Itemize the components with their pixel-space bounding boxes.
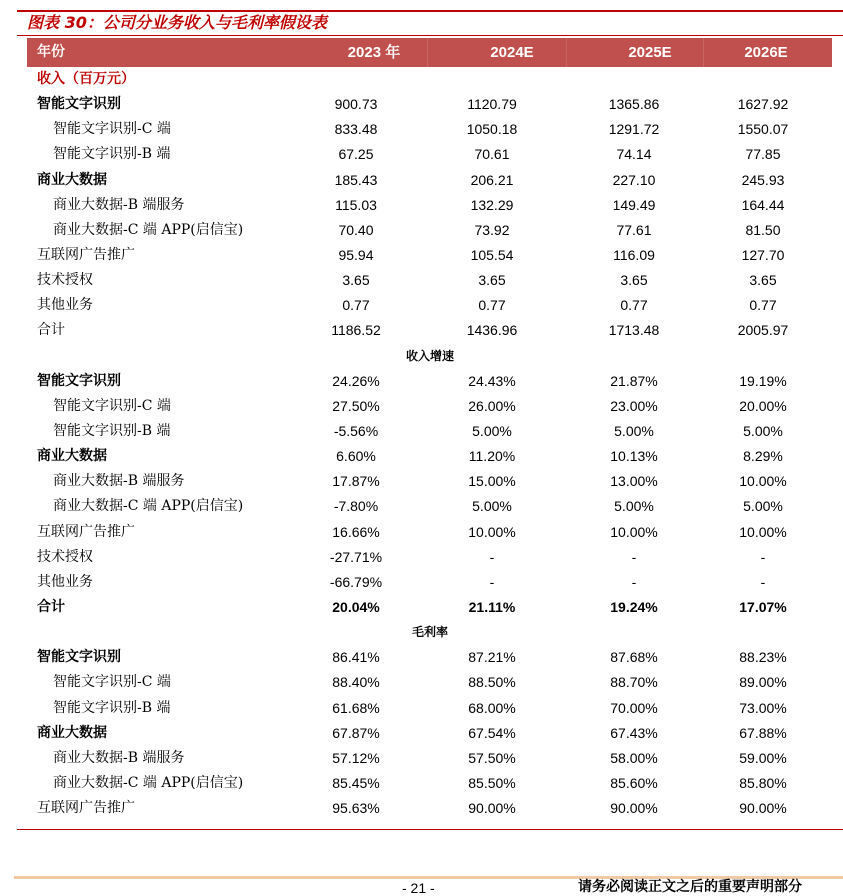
cell-value: - xyxy=(489,573,495,590)
row-label: 商业大数据-C 端 APP(启信宝) xyxy=(53,774,244,791)
table-row xyxy=(0,243,843,268)
cell-value: 3.65 xyxy=(749,272,777,289)
table-row xyxy=(0,168,843,193)
table-row xyxy=(0,394,843,419)
cell-value: 74.14 xyxy=(616,146,652,163)
section-heading xyxy=(0,344,843,369)
cell-value: 90.00% xyxy=(739,800,787,817)
row-label: 智能文字识别-B 端 xyxy=(53,422,171,439)
cell-value: 20.04% xyxy=(332,598,380,615)
table-row xyxy=(0,318,843,343)
section-heading xyxy=(0,620,843,645)
cell-value: - xyxy=(489,548,495,565)
cell-value: 90.00% xyxy=(468,800,516,817)
row-label: 合计 xyxy=(37,598,65,615)
cell-value: 8.29% xyxy=(743,448,783,465)
cell-value: 77.85 xyxy=(745,146,781,163)
cell-value: 5.00% xyxy=(743,422,783,439)
table-row xyxy=(0,469,843,494)
section-heading-label: 收入（百万元） xyxy=(37,71,135,87)
cell-value: 73.00% xyxy=(739,699,787,716)
cell-value: 16.66% xyxy=(332,523,380,540)
cell-value: -5.56% xyxy=(333,422,379,439)
cell-value: 95.94 xyxy=(338,246,374,263)
cell-value: 85.80% xyxy=(739,774,787,791)
cell-value: 67.25 xyxy=(338,146,374,163)
cell-value: - xyxy=(760,573,766,590)
cell-value: 17.07% xyxy=(739,598,787,615)
cell-value: 77.61 xyxy=(616,221,652,238)
table-row xyxy=(0,645,843,670)
cell-value: 15.00% xyxy=(468,473,516,490)
cell-value: 3.65 xyxy=(342,272,370,289)
table-bottom-rule xyxy=(17,829,843,830)
cell-value: 19.19% xyxy=(739,372,787,389)
cell-value: 67.87% xyxy=(332,724,380,741)
cell-value: 5.00% xyxy=(472,422,512,439)
cell-value: 89.00% xyxy=(739,674,787,691)
table-row xyxy=(0,419,843,444)
cell-value: 95.63% xyxy=(332,800,380,817)
cell-value: 0.77 xyxy=(342,297,370,314)
cell-value: 58.00% xyxy=(610,749,658,766)
cell-value: 1436.96 xyxy=(466,322,518,339)
row-label: 智能文字识别-C 端 xyxy=(53,121,171,138)
cell-value: 227.10 xyxy=(612,171,656,188)
cell-value: 26.00% xyxy=(468,397,516,414)
table-row xyxy=(0,570,843,595)
cell-value: 10.00% xyxy=(610,523,658,540)
cell-value: 68.00% xyxy=(468,699,516,716)
cell-value: 206.21 xyxy=(470,171,514,188)
cell-value: 1050.18 xyxy=(466,121,518,138)
cell-value: 70.40 xyxy=(338,221,374,238)
cell-value: 87.21% xyxy=(468,649,516,666)
cell-value: 3.65 xyxy=(620,272,648,289)
table-row xyxy=(0,771,843,796)
cell-value: 88.23% xyxy=(739,649,787,666)
row-label: 互联网广告推广 xyxy=(37,800,135,817)
row-label: 智能文字识别 xyxy=(37,96,121,113)
cell-value: 23.00% xyxy=(610,397,658,414)
table-row xyxy=(0,268,843,293)
cell-value: 85.50% xyxy=(468,774,516,791)
table-row xyxy=(0,92,843,117)
cell-value: 3.65 xyxy=(478,272,506,289)
row-label: 智能文字识别-B 端 xyxy=(53,699,171,716)
cell-value: 245.93 xyxy=(741,171,785,188)
cell-value: - xyxy=(760,548,766,565)
cell-value: 132.29 xyxy=(470,196,514,213)
cell-value: 1291.72 xyxy=(608,121,660,138)
row-label: 技术授权 xyxy=(37,272,93,289)
header-divider xyxy=(566,38,567,67)
cell-value: 11.20% xyxy=(468,448,516,465)
table-row xyxy=(0,193,843,218)
cell-value: 70.61 xyxy=(474,146,510,163)
cell-value: 21.87% xyxy=(610,372,658,389)
cell-value: 85.60% xyxy=(610,774,658,791)
cell-value: 5.00% xyxy=(743,498,783,515)
cell-value: 1186.52 xyxy=(331,322,381,339)
cell-value: 86.41% xyxy=(332,649,380,666)
cell-value: 88.50% xyxy=(468,674,516,691)
cell-value: 17.87% xyxy=(332,473,380,490)
cell-value: 13.00% xyxy=(610,473,658,490)
row-label: 其他业务 xyxy=(37,297,93,314)
header-divider xyxy=(703,38,704,67)
row-label: 智能文字识别-C 端 xyxy=(53,397,171,414)
cell-value: 1365.86 xyxy=(608,96,660,113)
cell-value: 61.68% xyxy=(332,699,380,716)
cell-value: 57.12% xyxy=(332,749,380,766)
cell-value: 88.70% xyxy=(610,674,658,691)
cell-value: 5.00% xyxy=(614,422,654,439)
row-label: 商业大数据-B 端服务 xyxy=(53,473,185,490)
cell-value: 19.24% xyxy=(610,598,658,615)
cell-value: 105.54 xyxy=(470,246,514,263)
cell-value: 70.00% xyxy=(610,699,658,716)
cell-value: 127.70 xyxy=(741,246,785,263)
table-row xyxy=(0,293,843,318)
cell-value: 87.68% xyxy=(610,649,658,666)
cell-value: 67.88% xyxy=(739,724,787,741)
table-header xyxy=(27,38,832,67)
cell-value: 1627.92 xyxy=(737,96,789,113)
cell-value: 10.00% xyxy=(739,473,787,490)
table-row xyxy=(0,670,843,695)
cell-value: 149.49 xyxy=(612,196,656,213)
table-row xyxy=(0,218,843,243)
cell-value: 10.00% xyxy=(739,523,787,540)
cell-value: 115.03 xyxy=(335,196,377,213)
header-year: 2024E xyxy=(490,44,534,61)
section-heading-label: 收入增速 xyxy=(405,348,454,363)
cell-value: 0.77 xyxy=(749,297,777,314)
row-label: 商业大数据 xyxy=(37,724,107,741)
cell-value: 2005.97 xyxy=(737,322,789,339)
table-row xyxy=(0,520,843,545)
top-rule xyxy=(17,10,843,12)
disclaimer: 请务必阅读正文之后的重要声明部分 xyxy=(578,879,802,895)
row-label: 商业大数据-B 端服务 xyxy=(53,196,185,213)
cell-value: 67.54% xyxy=(468,724,516,741)
cell-value: 85.45% xyxy=(332,774,380,791)
cell-value: 81.50 xyxy=(745,221,781,238)
cell-value: -7.80% xyxy=(333,498,379,515)
cell-value: -66.79% xyxy=(329,573,383,590)
table-row xyxy=(0,369,843,394)
row-label: 商业大数据-C 端 APP(启信宝) xyxy=(53,498,244,515)
cell-value: 20.00% xyxy=(739,397,787,414)
cell-value: 24.26% xyxy=(332,372,380,389)
cell-value: 88.40% xyxy=(332,674,380,691)
cell-value: 24.43% xyxy=(468,372,516,389)
cell-value: 164.44 xyxy=(741,196,785,213)
cell-value: 57.50% xyxy=(468,749,516,766)
header-year: 2026E xyxy=(744,44,788,61)
cell-value: -27.71% xyxy=(329,548,383,565)
cell-value: 1550.07 xyxy=(737,121,789,138)
row-label: 商业大数据 xyxy=(37,171,107,188)
cell-value: 73.92 xyxy=(474,221,510,238)
table-row xyxy=(0,721,843,746)
header-year: 2025E xyxy=(628,44,672,61)
cell-value: 90.00% xyxy=(610,800,658,817)
cell-value: 10.13% xyxy=(610,448,658,465)
cell-value: 1713.48 xyxy=(608,322,660,339)
table-row xyxy=(0,595,843,620)
row-label: 智能文字识别 xyxy=(37,372,121,389)
cell-value: 900.73 xyxy=(334,96,378,113)
cell-value: 5.00% xyxy=(614,498,654,515)
cell-value: 59.00% xyxy=(739,749,787,766)
table-row xyxy=(0,746,843,771)
row-label: 互联网广告推广 xyxy=(37,523,135,540)
table-row xyxy=(0,696,843,721)
cell-value: 21.11% xyxy=(468,598,516,615)
page-number: - 21 - xyxy=(402,880,435,896)
cell-value: 10.00% xyxy=(468,523,516,540)
cell-value: 833.48 xyxy=(334,121,378,138)
row-label: 其他业务 xyxy=(37,573,93,590)
table-row xyxy=(0,796,843,821)
title-rule xyxy=(17,35,843,36)
row-label: 智能文字识别-C 端 xyxy=(53,674,171,691)
cell-value: 0.77 xyxy=(478,297,506,314)
table-row xyxy=(0,117,843,142)
cell-value: 67.43% xyxy=(610,724,658,741)
row-label: 技术授权 xyxy=(37,548,93,565)
header-divider xyxy=(427,38,428,67)
cell-value: 5.00% xyxy=(472,498,512,515)
cell-value: 0.77 xyxy=(620,297,648,314)
header-year: 2023 年 xyxy=(347,44,401,61)
cell-value: 116.09 xyxy=(613,246,655,263)
table-row xyxy=(0,494,843,519)
table-row xyxy=(0,142,843,167)
table-row xyxy=(0,545,843,570)
row-label: 互联网广告推广 xyxy=(37,246,135,263)
cell-value: - xyxy=(631,548,637,565)
row-label: 商业大数据 xyxy=(37,448,107,465)
row-label: 商业大数据-B 端服务 xyxy=(53,749,185,766)
cell-value: 185.43 xyxy=(334,171,378,188)
cell-value: - xyxy=(631,573,637,590)
cell-value: 6.60% xyxy=(336,448,376,465)
section-heading-label: 毛利率 xyxy=(411,625,448,640)
cell-value: 27.50% xyxy=(332,397,380,414)
figure-title: 图表 30：公司分业务收入与毛利率假设表 xyxy=(27,13,327,32)
section-heading xyxy=(0,67,843,92)
header-label: 年份 xyxy=(37,44,65,60)
row-label: 智能文字识别 xyxy=(37,649,121,666)
cell-value: 1120.79 xyxy=(467,96,517,113)
table-row xyxy=(0,444,843,469)
row-label: 合计 xyxy=(37,322,65,339)
row-label: 智能文字识别-B 端 xyxy=(53,146,171,163)
table-body xyxy=(0,67,843,821)
row-label: 商业大数据-C 端 APP(启信宝) xyxy=(53,221,244,238)
